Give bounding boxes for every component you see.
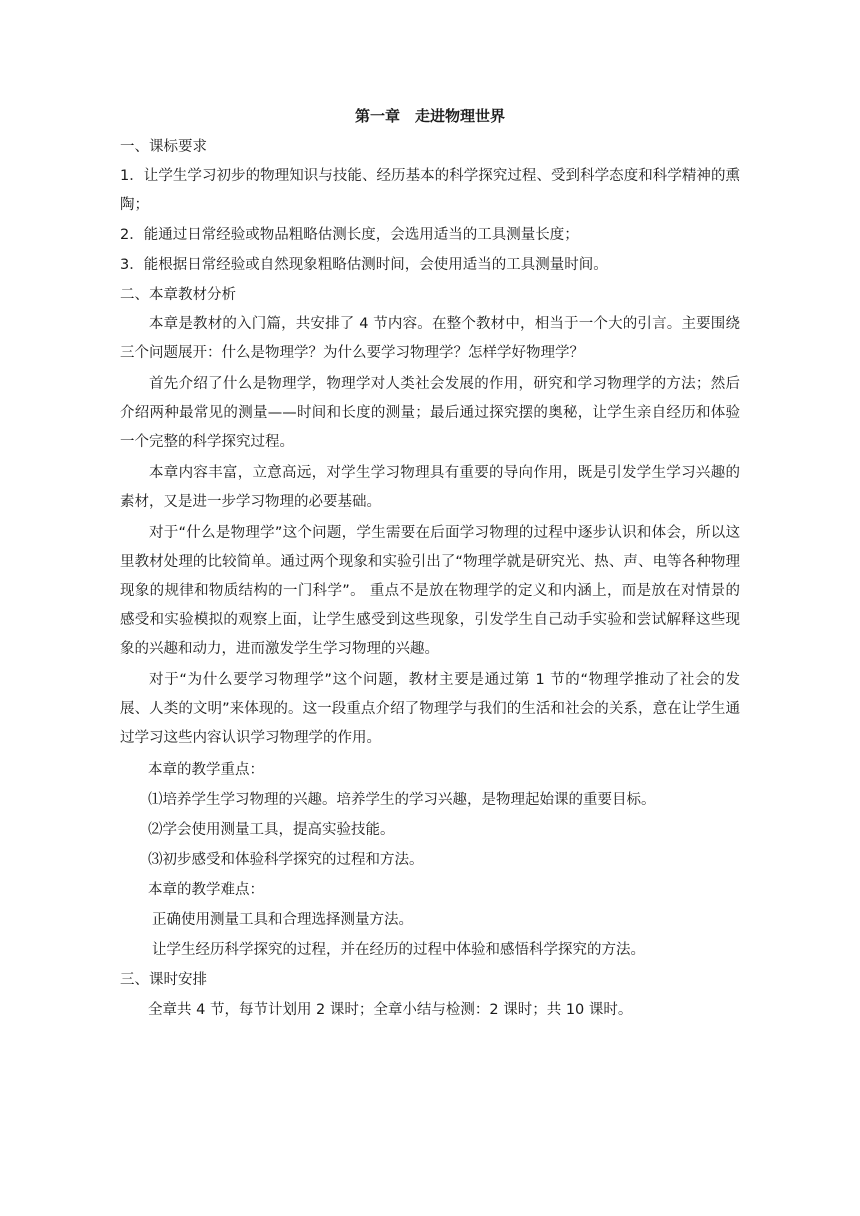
key-points-heading: 本章的教学重点： xyxy=(148,762,264,778)
key-point-1: ⑴培养学生学习物理的兴趣。培养学生的学习兴趣，是物理起始课的重要目标。 xyxy=(148,792,656,808)
section-heading-curriculum: 一、课标要求 xyxy=(120,139,207,155)
key-point-3: ⑶初步感受和体验科学探究的过程和方法。 xyxy=(148,852,424,868)
key-point-2: ⑵学会使用测量工具，提高实验技能。 xyxy=(148,822,395,838)
page-title: 第一章 走进物理世界 xyxy=(354,107,505,125)
difficulty-2: 让学生经历科学探究的过程，并在经历的过程中体验和感悟科学探究的方法。 xyxy=(152,942,645,958)
difficulty-1: 正确使用测量工具和合理选择测量方法。 xyxy=(152,912,413,928)
curriculum-item-3: 3．能根据日常经验或自然现象粗略估测时间，会使用适当的工具测量时间。 xyxy=(120,257,608,273)
difficulties-heading: 本章的教学难点： xyxy=(148,882,264,898)
section-heading-schedule: 三、课时安排 xyxy=(120,972,207,988)
analysis-paragraph-4: 对于“什么是物理学”这个问题，学生需要在后面学习物理的过程中逐步认识和体会，所以这里教材处理的比较简单。通过两个现象和实验引出了“物理学就是研究光、热、声、电等各种物理现象的规律和物质结构的一门科学”。 重点不是放在物理学的定义和内涵上，而是放在对情景的感受和实验模拟的观察上面，让学生感受到这些现象，引发学生自己动手实验和尝试解释这些现象的兴趣和动力，进而激发学生学习物理的兴趣。 xyxy=(120,525,740,657)
section-heading-analysis: 二、本章教材分析 xyxy=(120,287,236,303)
schedule-text: 全章共 4 节，每节计划用 2 课时；全章小结与检测：2 课时；共 10 课时。 xyxy=(148,1002,633,1018)
document-body xyxy=(120,106,740,1025)
curriculum-item-1: 1．让学生学习初步的物理知识与技能、经历基本的科学探究过程、受到科学态度和科学精神的熏陶； xyxy=(120,168,740,213)
analysis-paragraph-1: 本章是教材的入门篇，共安排了 4 节内容。在整个教材中，相当于一个大的引言。主要围绕三个问题展开：什么是物理学？为什么要学习物理学？怎样学好物理学？ xyxy=(120,316,740,361)
analysis-paragraph-5: 对于“为什么要学习物理学”这个问题，教材主要是通过第 1 节的“物理学推动了社会的发展、人类的文明”来体现的。这一段重点介绍了物理学与我们的生活和社会的关系，意在让学生通过学习这些内容认识学习物理学的作用。 xyxy=(120,672,740,746)
curriculum-item-2: 2．能通过日常经验或物品粗略估测长度，会选用适当的工具测量长度； xyxy=(120,227,579,243)
analysis-paragraph-2: 首先介绍了什么是物理学，物理学对人类社会发展的作用，研究和学习物理学的方法；然后介绍两种最常见的测量——时间和长度的测量；最后通过探究摆的奥秘，让学生亲自经历和体验一个完整的科学探究过程。 xyxy=(120,376,740,450)
analysis-paragraph-3: 本章内容丰富，立意高远，对学生学习物理具有重要的导向作用，既是引发学生学习兴趣的素材，又是进一步学习物理的必要基础。 xyxy=(120,465,740,510)
